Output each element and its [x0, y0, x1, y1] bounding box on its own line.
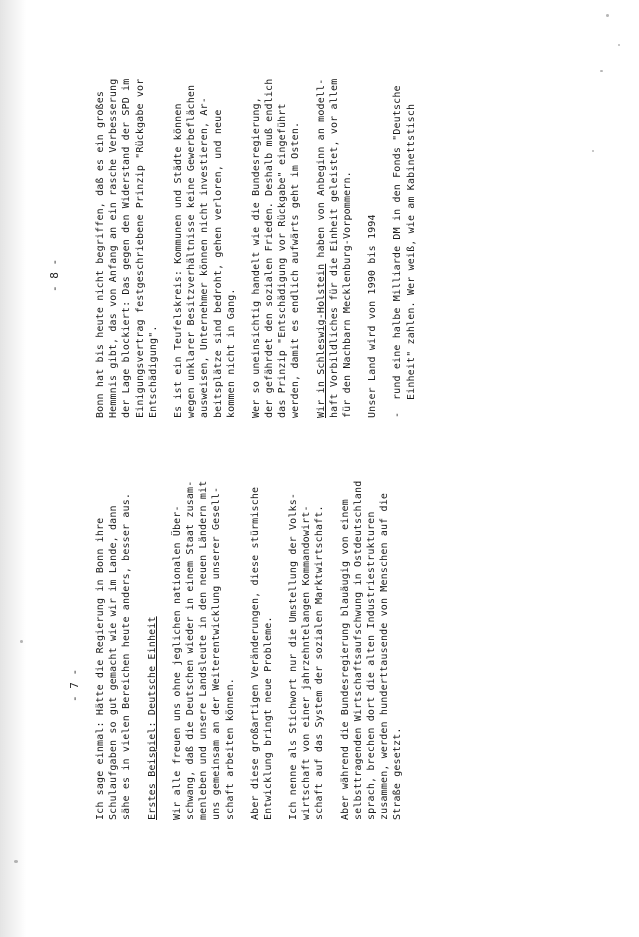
scan-speck — [618, 44, 620, 46]
text-line: Schulaufgaben so gut gemacht wie wir im Lande, dann — [108, 505, 120, 820]
section-heading — [146, 510, 159, 820]
paragraph — [366, 98, 379, 418]
text-run: haben von Anbeginn an modell- — [315, 78, 327, 264]
text-line: Straße gesetzt. — [392, 727, 404, 820]
scan-speck — [606, 14, 609, 17]
underlined-lead: Wir in Schleswig-Holstein — [315, 263, 327, 418]
text-line: für den Nachbarn Mecklenburg-Vorpommern. — [342, 171, 353, 418]
text-line: Einigungsvertrag festgeschriebene Prinzip "Rückgabe vor — [134, 78, 146, 418]
text-line: kommen nicht in Gang. — [225, 288, 237, 418]
paragraph — [94, 78, 160, 418]
text-line: wegen unklarer Besitzverhältnisse keine Gewerbeflächen — [186, 84, 198, 418]
paragraph — [172, 84, 238, 418]
scan-speck — [592, 150, 594, 152]
scan-speck — [14, 860, 18, 863]
paragraph — [249, 486, 275, 820]
paragraph — [94, 492, 134, 820]
heading-text: Erstes Beispiel: Deutsche Einheit — [146, 616, 158, 820]
scan-speck — [600, 70, 603, 72]
text-line: werden, damit es endlich aufwärts geht im Osten. — [290, 121, 302, 418]
text-line: beitsplätze sind bedroht, gehen verloren, und neue — [212, 109, 224, 418]
text-line: selbsttragenden Wirtschaftsaufschwung in Ostdeutschland — [352, 480, 364, 820]
text-line: der Lage blockiert: Das gegen den Widerstand der SPD im — [121, 78, 133, 418]
scan-speck — [20, 640, 23, 643]
paragraph — [315, 78, 355, 418]
text-line: zusammen, werden hunderttausende von Menschen auf die — [379, 492, 391, 820]
text-line: Wer so uneinsichtig handelt wie die Bundesregierung, — [250, 97, 262, 418]
text-line: der gefährdet den sozialen Frieden. Deshalb muß endlich — [264, 78, 276, 418]
left-page-text — [94, 480, 417, 820]
text-line: das Prinzip "Entschädigung vor Rückgabe" eingeführt — [277, 103, 289, 418]
text-line: Unser Land wird von 1990 bis 1994 — [367, 214, 379, 418]
paragraph — [171, 480, 237, 820]
text-line: wirtschaft von einer jahrzehntelangen Kommandowirt- — [301, 505, 313, 820]
text-line — [315, 78, 328, 418]
text-line: Ich sage einmal: Hätte die Regierung in Bonn ihre — [95, 517, 106, 820]
right-page-text — [94, 78, 430, 418]
text-line: Bonn hat bis heute nicht begriffen, daß es ein großes — [95, 90, 106, 418]
page-number-left: - 7 - — [68, 668, 81, 702]
text-line: Ich nenne als Stichwort nur die Umstellung der Volks- — [288, 492, 300, 820]
text-line: uns gemeinsam an der Weiterentwicklung unserer Gesell- — [211, 486, 223, 820]
text-line: sprach, brechen dort die alten Industriestrukturen — [366, 511, 377, 820]
text-line: Wir alle freuen uns ohne jeglichen nationalen Über- — [171, 505, 183, 820]
text-line: haft Vorbildliches für die Einheit geleistet, vor allem — [328, 78, 340, 418]
list-item — [391, 85, 417, 418]
text-line: Entwicklung bringt neue Probleme. — [262, 616, 274, 820]
text-line: Es ist ein Teufelskreis: Kommunen und Städte können — [172, 103, 184, 418]
text-line: ausweisen, Unternehmer können nicht investieren, Ar- — [199, 97, 211, 418]
paragraph — [339, 480, 405, 820]
text-line: schaft arbeiten können. — [224, 678, 236, 820]
text-line: menleben und unsere Landsleute in den neuen Ländern mit — [198, 480, 210, 820]
paragraph — [287, 492, 327, 820]
text-line: sähe es in vielen Bereichen heute anders, besser aus. — [121, 492, 133, 820]
text-line: schaft auf das System der sozialen Marktwirtschaft. — [314, 505, 326, 820]
text-line: Aber während die Bundesregierung blauäugig von einem — [339, 499, 351, 820]
text-line: schwang, daß die Deutschen wieder in einem Staat zusam- — [184, 480, 196, 820]
text-line: Hemmnis gibt, das von Anfang an ein rasche Verbesserung — [108, 78, 120, 418]
text-line: Einheit" zahlen. Wer weiß, wie am Kabinettstisch — [405, 103, 417, 400]
scan-edge-shadow — [0, 0, 26, 937]
text-line: Aber diese großartigen Veränderungen, diese stürmische — [249, 486, 261, 820]
dash-bullet: - — [392, 411, 404, 418]
text-line: rund eine halbe Milliarde DM in den Fonds "Deutsche — [392, 85, 404, 400]
page-number-right: - 8 - — [48, 258, 61, 292]
text-line: Entschädigung". — [147, 325, 159, 418]
paragraph — [250, 78, 303, 418]
